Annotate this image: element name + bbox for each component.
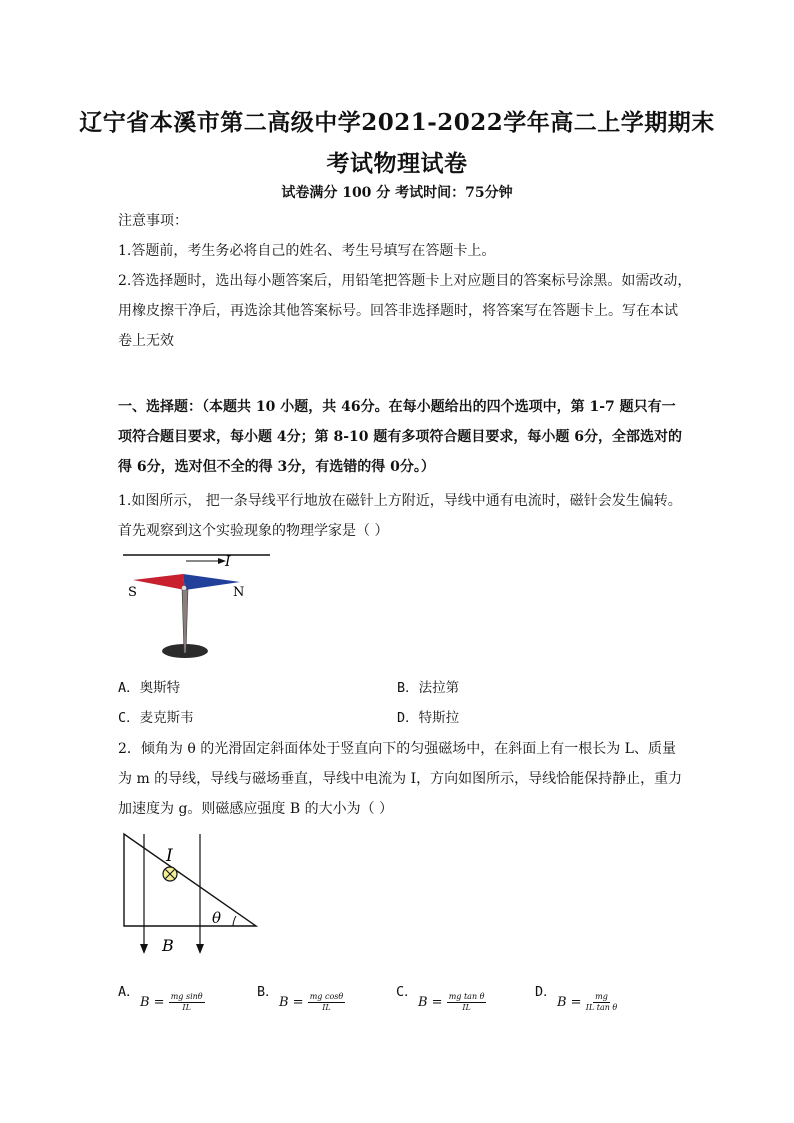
south-label: S xyxy=(128,585,137,600)
compass-stand xyxy=(182,588,188,653)
needle-south-half xyxy=(133,574,185,590)
q1-option-c: C．麦克斯韦 xyxy=(118,710,194,726)
incline-figure xyxy=(118,828,268,958)
q2-option-a-formula: B = $\frac{\text{mg sinθ}}{IL}$ xyxy=(140,992,203,1012)
current-label: I xyxy=(166,846,173,866)
section-heading-line-3: 得 6分，选对但不全的得 3分，有选错的得 0分。） xyxy=(118,459,435,475)
q2-option-c-formula: B = $\frac{\text{mg tan θ}}{IL}$ xyxy=(418,992,485,1012)
field-arrow-left xyxy=(140,944,148,954)
q2-option-a-letter: A． xyxy=(118,984,140,1000)
compass-needle-figure xyxy=(118,548,278,663)
exam-subtitle: 试卷满分 100 分 考试时间：75分钟 xyxy=(281,185,513,201)
q2-option-b-formula: B = $\frac{\text{mg cosθ}}{IL}$ xyxy=(279,992,344,1012)
current-label: I xyxy=(225,554,231,570)
q2-option-b-letter: B． xyxy=(257,984,279,1000)
page-title-line-1: 辽宁省本溪市第二高级中学2021-2022学年高二上学期期末 xyxy=(79,109,715,136)
notice-heading: 注意事项： xyxy=(118,213,188,229)
north-label: N xyxy=(233,585,245,600)
q1-option-b: B．法拉第 xyxy=(397,680,460,696)
question-2-line-2: 为 m 的导线，导线与磁场垂直，导线中电流为 I，方向如图所示，导线恰能保持静止，重力 xyxy=(118,771,683,787)
q2-option-d-formula: B = $\frac{mg}{\text{IL tan θ}}$ xyxy=(557,992,618,1012)
field-arrow-right xyxy=(196,944,204,954)
section-heading-line-2: 项符合题目要求，每小题 4分；第 8-10 题有多项符合题目要求，每小题 6分，全部选对的 xyxy=(118,429,683,445)
page-title-line-2: 考试物理试卷 xyxy=(326,150,468,177)
notice-item-1: 1.答题前，考生务必将自己的姓名、考生号填写在答题卡上。 xyxy=(118,243,496,259)
question-2-line-1: 2．倾角为 θ 的光滑固定斜面体处于竖直向下的匀强磁场中，在斜面上有一根长为 L、质量 xyxy=(118,741,676,757)
section-heading-line-1: 一、选择题：（本题共 10 小题，共 46分。在每小题给出的四个选项中，第 1-7 题只有一 xyxy=(118,399,676,415)
question-1-line-2: 首先观察到这个实验现象的物理学家是（ ） xyxy=(118,523,389,539)
q1-option-a: A．奥斯特 xyxy=(118,680,181,696)
q1-option-d: D．特斯拉 xyxy=(397,710,460,726)
q2-option-d-letter: D． xyxy=(535,984,557,1000)
angle-arc xyxy=(233,916,236,926)
field-label: B xyxy=(162,936,174,955)
notice-item-2-line-1: 2.答选择题时，选出每小题答案后，用铅笔把答题卡上对应题目的答案标号涂黑。如需改动， xyxy=(118,273,692,289)
needle-pivot xyxy=(182,586,187,591)
question-2-line-3: 加速度为 g。则磁感应强度 B 的大小为（ ） xyxy=(118,801,394,817)
q2-option-c-letter: C． xyxy=(396,984,418,1000)
question-1-line-1: 1.如图所示， 把一条导线平行地放在磁针上方附近，导线中通有电流时，磁针会发生偏转。 xyxy=(118,493,682,509)
angle-label: θ xyxy=(212,909,222,927)
needle-north-half xyxy=(183,574,240,590)
notice-item-2-line-3: 卷上无效 xyxy=(118,333,174,349)
notice-item-2-line-2: 用橡皮擦干净后，再选涂其他答案标号。回答非选择题时，将答案写在答题卡上。写在本试 xyxy=(118,303,678,319)
